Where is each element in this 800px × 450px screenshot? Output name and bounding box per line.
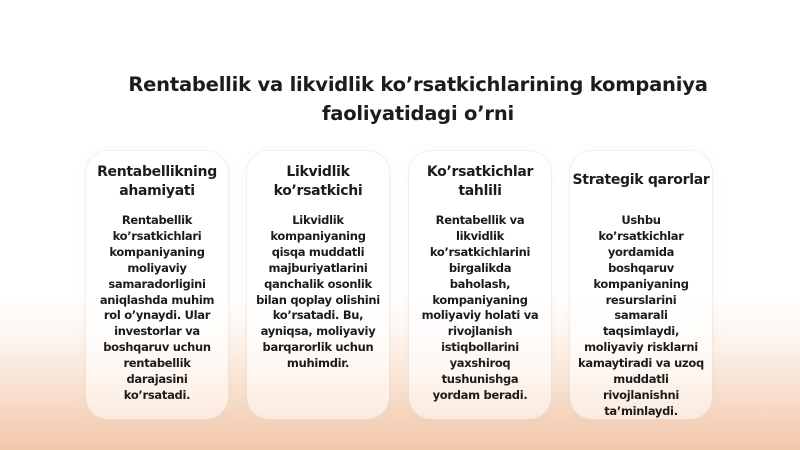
card-korsatkichlar-tahlili <box>409 151 551 419</box>
card-title: Rentabellikning ahamiyati <box>97 164 217 199</box>
card-title: Ko’rsatkichlar tahlili <box>426 164 534 199</box>
card-body: Rentabellik ko’rsatkichlari kompaniyaning moliyaviy samaradorligini aniqlashda muhim rol o’ynaydi. Ular investorlar va boshqaruv uchun rentabellik darajasini ko’rsatadi. <box>99 213 215 402</box>
card-body: Rentabellik va likvidlik ko’rsatkichlarini birgalikda baholash, kompaniyaning moliyaviy holati va rivojlanish istiqbollarini yaxshiroq tushunishga yordam beradi. <box>421 213 539 402</box>
card-rentabellik-ahamiyati <box>86 151 228 419</box>
card-likvidlik-korsatkichi <box>247 151 389 419</box>
slide-title: Rentabellik va likvidlik ko’rsatkichlarining kompaniya faoliyatidagi o’rni <box>128 73 708 125</box>
card-body: Ushbu ko’rsatkichlar yordamida boshqaruv kompaniyaning resurslarini samarali taqsimlaydi, moliyaviy risklarni kamaytiradi va uzoq muddatli rivojlanishni ta’minlaydi. <box>578 213 704 418</box>
card-title: Likvidlik ko’rsatkichi <box>273 164 363 199</box>
card-body: Likvidlik kompaniyaning qisqa muddatli majburiyatlarini qanchalik osonlik bilan qoplay olishini ko’rsatadi. Bu, ayniqsa, moliyaviy barqarorlik uchun muhimdir. <box>256 213 380 371</box>
card-strategik-qarorlar <box>570 151 712 419</box>
card-title: Strategik qarorlar <box>572 172 710 188</box>
